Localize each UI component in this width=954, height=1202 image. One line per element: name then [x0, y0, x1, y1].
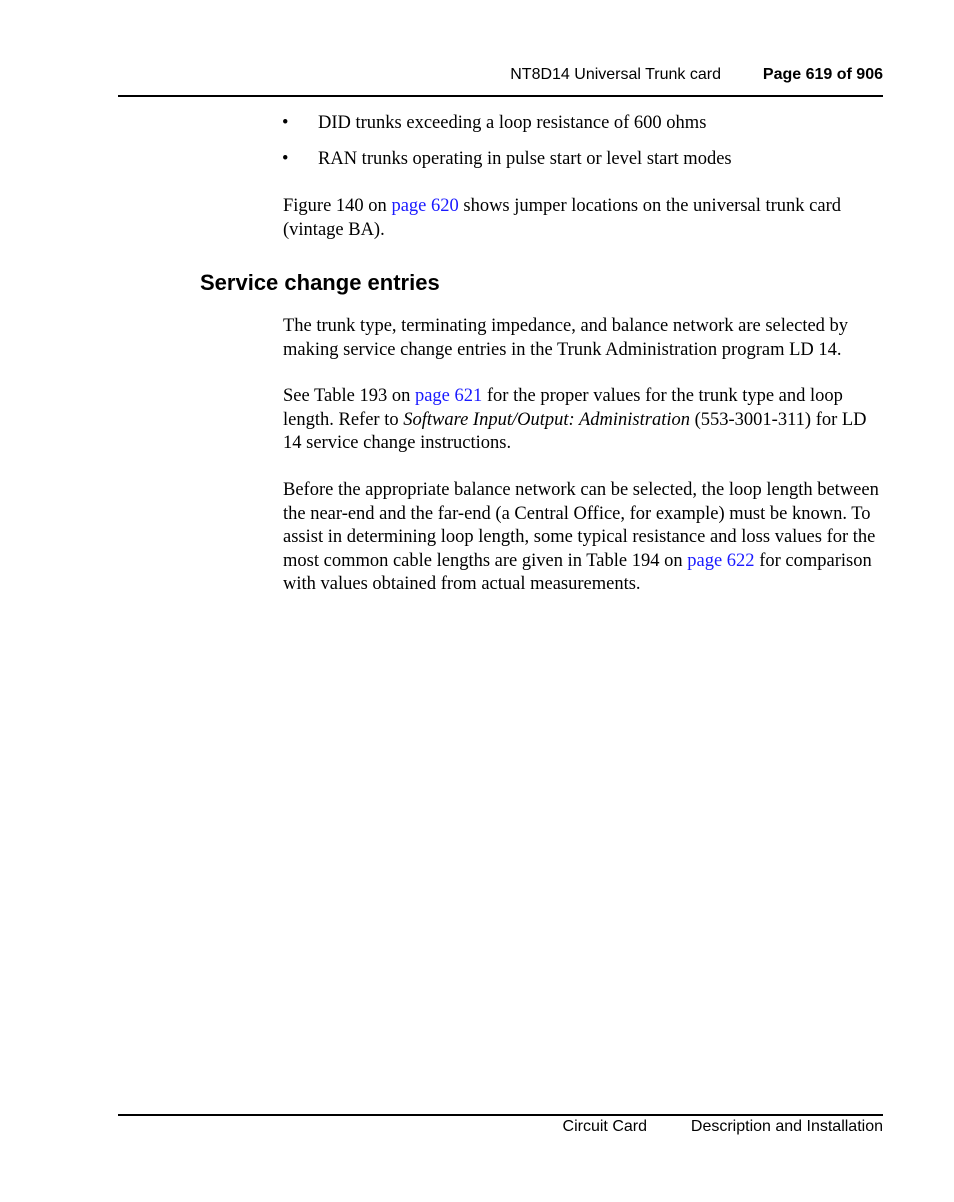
- list-item-text: DID trunks exceeding a loop resistance of 600 ohms: [318, 113, 707, 133]
- footer-left: Circuit Card: [562, 1118, 647, 1135]
- text-run: See Table 193 on: [283, 386, 415, 406]
- page-footer: [118, 1118, 883, 1140]
- list-item: [282, 148, 882, 172]
- bullet-marker: •: [282, 113, 289, 133]
- figure-reference-paragraph: [283, 195, 883, 242]
- section-heading: Service change entries: [200, 270, 440, 295]
- footer-rule: [118, 1114, 883, 1116]
- table-reference-paragraph: [283, 385, 883, 456]
- page-header: [118, 66, 883, 88]
- list-item: [282, 112, 882, 136]
- text-run: (553-3001-311) for LD 14 service change instructions.: [283, 409, 867, 453]
- bullet-list: [282, 112, 882, 184]
- text-run: Figure 140 on: [283, 196, 392, 216]
- document-title-italic: Software Input/Output: Administration: [403, 409, 690, 430]
- text-run: shows jumper locations on the universal trunk card (vintage BA).: [283, 196, 841, 240]
- page-621-link[interactable]: page 621: [414, 386, 483, 406]
- footer-right: Description and Installation: [690, 1118, 883, 1135]
- text-run: for the proper values for the trunk type and loop length. Refer to: [283, 386, 843, 430]
- bullet-marker: •: [282, 149, 289, 169]
- page-622-link[interactable]: page 622: [687, 550, 755, 571]
- page-620-link[interactable]: page 620: [391, 196, 459, 216]
- service-change-paragraph: The trunk type, terminating impedance, and balance network are selected by making service change entries in the Trunk Administration program LD 14.: [283, 316, 849, 360]
- page-number: Page 619 of 906: [762, 66, 883, 83]
- list-item-text: RAN trunks operating in pulse start or level start modes: [318, 149, 732, 169]
- text-run: Before the appropriate balance network can be selected, the loop length between the near-end and the far-end (a Central Office, for example) must be known. To assist in determining loop length, some typical resistance and loss values for the most common cable lengths are given in Table 194 on: [283, 480, 879, 571]
- loop-length-paragraph: [283, 479, 883, 597]
- header-rule: [118, 95, 883, 97]
- document-title: NT8D14 Universal Trunk card: [510, 66, 721, 83]
- text-run: for comparison with values obtained from actual measurements.: [283, 550, 872, 594]
